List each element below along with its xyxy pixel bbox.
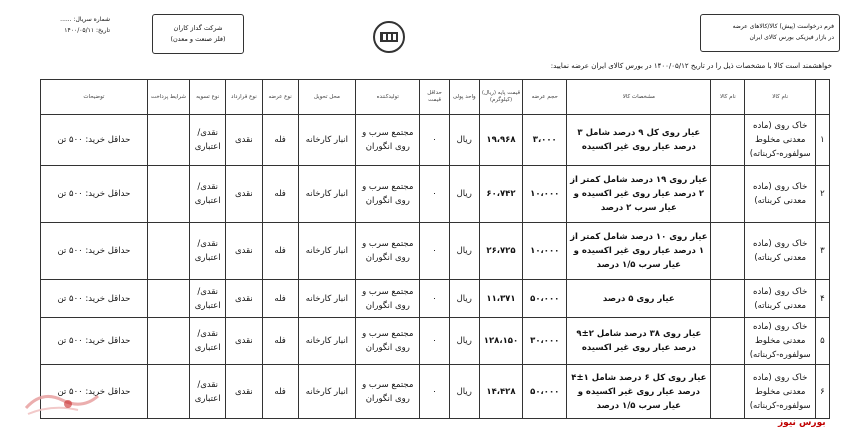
col-header: نوع تسویه: [190, 80, 226, 115]
product-name: خاک روی (ماده معدنی کربناته): [745, 280, 815, 318]
base-price: ۱۲۸،۱۵۰: [479, 318, 522, 365]
currency: ریال: [449, 318, 479, 365]
company-name: شرکت گداز کاران: [173, 24, 223, 32]
product-name: خاک روی (ماده معدنی مخلوط سولفوره-کربناته): [745, 318, 815, 365]
col-header: واحد پولی: [449, 80, 479, 115]
description: حداقل خرید: ۵۰۰ تن: [41, 280, 148, 318]
col-header: حداقل قیمت: [420, 80, 449, 115]
footer-brand: بورس نیوز: [778, 418, 826, 428]
offer-type: فله: [262, 223, 298, 280]
base-price: ۱۹،۹۶۸: [479, 115, 522, 166]
col-header: شرایط پرداخت: [147, 80, 189, 115]
product-spec: عیار روی ۱۹ درصد شامل کمتر از ۲ درصد عیار روی غیر اکسیده و عیار سرب ۲ درصد: [567, 166, 711, 223]
offer-volume: ۳،۰۰۰: [523, 115, 567, 166]
settlement-type: نقدی/ اعتباری: [190, 115, 226, 166]
min-price: ۰: [420, 115, 449, 166]
currency: ریال: [449, 166, 479, 223]
payment-terms: [147, 166, 189, 223]
company-logo-icon: [372, 20, 406, 54]
offer-type: فله: [262, 318, 298, 365]
col-header: [815, 80, 829, 115]
min-price: ۰: [420, 166, 449, 223]
delivery-place: انبار کارخانه: [298, 365, 355, 419]
col-header: مشخصات کالا: [567, 80, 711, 115]
producer: مجتمع سرب و روی انگوران: [356, 166, 420, 223]
producer: مجتمع سرب و روی انگوران: [356, 318, 420, 365]
row-number: ۲: [815, 166, 829, 223]
offer-volume: ۳۰،۰۰۰: [523, 318, 567, 365]
base-price: ۲۶،۷۲۵: [479, 223, 522, 280]
table-header-row: [41, 80, 830, 115]
product-name: خاک روی (ماده معدنی مخلوط سولفوره-کربناته): [745, 365, 815, 419]
contract-type: نقدی: [226, 365, 262, 419]
offer-volume: ۵۰،۰۰۰: [523, 365, 567, 419]
col-header: تولیدکننده: [356, 80, 420, 115]
product-name: خاک روی (ماده معدنی مخلوط سولفوره-کربناته): [745, 115, 815, 166]
settlement-type: نقدی/ اعتباری: [190, 280, 226, 318]
min-price: ۰: [420, 365, 449, 419]
row-number: ۳: [815, 223, 829, 280]
company-subtitle: (فلز صنعت و معدن): [170, 35, 226, 43]
delivery-place: انبار کارخانه: [298, 318, 355, 365]
row-number: ۶: [815, 365, 829, 419]
product-spec: عیار روی ۳۸ درصد شامل ۲±۹ درصد عیار روی غیر اکسیده: [567, 318, 711, 365]
contract-type: نقدی: [226, 280, 262, 318]
payment-terms: [147, 223, 189, 280]
min-price: ۰: [420, 223, 449, 280]
intro-text: خواهشمند است کالا با مشخصات ذیل را در تاریخ ۱۴۰۰/۰۵/۱۲ در بورس کالای ایران عرضه نمایید:: [550, 62, 832, 70]
offer-table: [40, 79, 830, 419]
col-header: نام کالا: [745, 80, 815, 115]
product-spec: عیار روی ۵ درصد: [567, 280, 711, 318]
company-box: [152, 14, 244, 54]
product-code: [711, 115, 745, 166]
producer: مجتمع سرب و روی انگوران: [356, 365, 420, 419]
col-header: حجم عرضه: [523, 80, 567, 115]
col-header: نام کالا: [711, 80, 745, 115]
offer-type: فله: [262, 365, 298, 419]
product-spec: عیار روی کل ۶ درصد شامل ۱±۴ درصد عیار روی غیر اکسیده و عیار سرب ۱/۵ درصد: [567, 365, 711, 419]
product-spec: عیار روی ۱۰ درصد شامل کمتر از ۱ درصد عیار روی غیر اکسیده و عیار سرب ۱/۵ درصد: [567, 223, 711, 280]
payment-terms: [147, 318, 189, 365]
offer-volume: ۵۰،۰۰۰: [523, 280, 567, 318]
delivery-place: انبار کارخانه: [298, 280, 355, 318]
description: حداقل خرید: ۵۰۰ تن: [41, 365, 148, 419]
serial-number: شماره سریال: ......: [60, 16, 110, 23]
col-header: توضیحات: [41, 80, 148, 115]
contract-type: نقدی: [226, 318, 262, 365]
product-code: [711, 280, 745, 318]
product-code: [711, 365, 745, 419]
row-number: ۵: [815, 318, 829, 365]
delivery-place: انبار کارخانه: [298, 223, 355, 280]
col-header: نوع عرضه: [262, 80, 298, 115]
producer: مجتمع سرب و روی انگوران: [356, 280, 420, 318]
offer-type: فله: [262, 166, 298, 223]
description: حداقل خرید: ۵۰۰ تن: [41, 318, 148, 365]
settlement-type: نقدی/ اعتباری: [190, 318, 226, 365]
min-price: ۰: [420, 318, 449, 365]
settlement-type: نقدی/ اعتباری: [190, 166, 226, 223]
form-subtitle: در بازار فیزیکی بورس کالای ایران: [749, 34, 834, 41]
table-row: [41, 318, 830, 365]
settlement-type: نقدی/ اعتباری: [190, 223, 226, 280]
currency: ریال: [449, 115, 479, 166]
form-date: تاریخ: ۱۴۰۰/۰۵/۱۱: [64, 27, 110, 34]
payment-terms: [147, 115, 189, 166]
currency: ریال: [449, 223, 479, 280]
contract-type: نقدی: [226, 223, 262, 280]
description: حداقل خرید: ۵۰۰ تن: [41, 223, 148, 280]
currency: ریال: [449, 365, 479, 419]
delivery-place: انبار کارخانه: [298, 166, 355, 223]
table-row: [41, 280, 830, 318]
offer-type: فله: [262, 280, 298, 318]
watermark-logo-icon: [22, 386, 102, 420]
offer-type: فله: [262, 115, 298, 166]
product-spec: عیار روی کل ۹ درصد شامل ۳ درصد عیار روی غیر اکسیده: [567, 115, 711, 166]
table-row: [41, 166, 830, 223]
min-price: ۰: [420, 280, 449, 318]
form-title: فرم درخواست (پیش) کالا/کالاهای عرضه: [732, 23, 834, 30]
header-serial-block: [10, 14, 110, 36]
payment-terms: [147, 280, 189, 318]
base-price: ۱۱،۳۷۱: [479, 280, 522, 318]
description: حداقل خرید: ۵۰۰ تن: [41, 166, 148, 223]
table-row: [41, 223, 830, 280]
product-code: [711, 318, 745, 365]
contract-type: نقدی: [226, 115, 262, 166]
producer: مجتمع سرب و روی انگوران: [356, 223, 420, 280]
product-name: خاک روی (ماده معدنی کربناته): [745, 223, 815, 280]
col-header: قیمت پایه (ریال) (کیلوگرم): [479, 80, 522, 115]
col-header: محل تحویل: [298, 80, 355, 115]
payment-terms: [147, 365, 189, 419]
description: حداقل خرید: ۵۰۰ تن: [41, 115, 148, 166]
base-price: ۱۴،۴۲۸: [479, 365, 522, 419]
row-number: ۴: [815, 280, 829, 318]
delivery-place: انبار کارخانه: [298, 115, 355, 166]
offer-volume: ۱۰،۰۰۰: [523, 166, 567, 223]
form-title-box: [700, 14, 840, 52]
base-price: ۶۰،۷۴۲: [479, 166, 522, 223]
currency: ریال: [449, 280, 479, 318]
table-row: [41, 365, 830, 419]
product-code: [711, 223, 745, 280]
col-header: نوع قرارداد: [226, 80, 262, 115]
settlement-type: نقدی/ اعتباری: [190, 365, 226, 419]
contract-type: نقدی: [226, 166, 262, 223]
producer: مجتمع سرب و روی انگوران: [356, 115, 420, 166]
row-number: ۱: [815, 115, 829, 166]
table-row: [41, 115, 830, 166]
product-name: خاک روی (ماده معدنی کربناته): [745, 166, 815, 223]
product-code: [711, 166, 745, 223]
offer-volume: ۱۰،۰۰۰: [523, 223, 567, 280]
